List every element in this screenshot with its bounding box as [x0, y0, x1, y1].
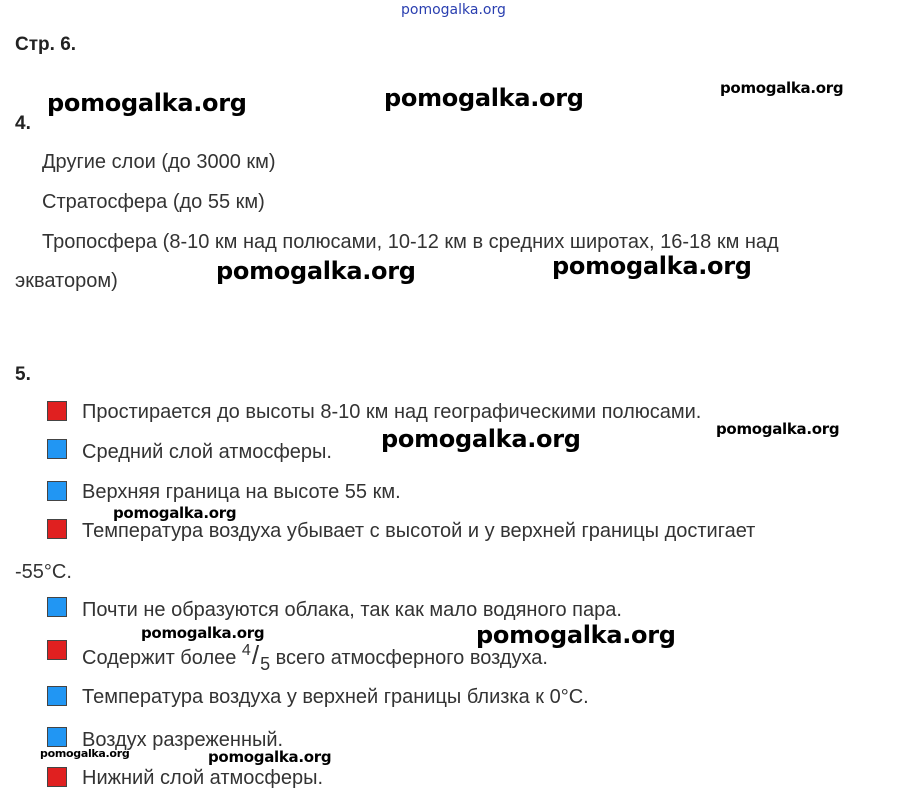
task-5-item: Температура воздуха убывает с высотой и у верхней границы достигает [82, 520, 756, 542]
watermark: pomogalka.org [216, 257, 416, 285]
task-5-item-continuation: -55°С. [15, 561, 72, 583]
task-5-item: Средний слой атмосферы. [82, 441, 332, 463]
task-5-item: Температура воздуха у верхней границы близка к 0°С. [82, 686, 589, 708]
fraction-denominator: 5 [260, 654, 271, 674]
color-marker [47, 519, 67, 539]
color-marker [47, 401, 67, 421]
color-marker [47, 640, 67, 660]
task-5-item: Воздух разреженный. [82, 729, 284, 751]
item-text-after: всего атмосферного воздуха. [270, 647, 548, 669]
watermark: pomogalka.org [716, 420, 840, 438]
watermark: pomogalka.org [720, 79, 844, 97]
task-4-line: Другие слои (до 3000 км) [42, 151, 276, 173]
watermark: pomogalka.org [384, 84, 584, 112]
task-4-line: экватором) [15, 270, 118, 292]
watermark: pomogalka.org [208, 748, 332, 766]
watermark: pomogalka.org [113, 504, 237, 522]
task-4-number: 4. [15, 113, 31, 134]
color-marker [47, 767, 67, 787]
task-5-item: Нижний слой атмосферы. [82, 767, 324, 789]
task-5-number: 5. [15, 364, 31, 385]
task-4-line: Стратосфера (до 55 км) [42, 191, 265, 213]
watermark: pomogalka.org [476, 621, 676, 649]
task-5-item [82, 640, 548, 675]
task-5-item: Верхняя граница на высоте 55 км. [82, 481, 401, 503]
watermark: pomogalka.org [552, 252, 752, 280]
color-marker [47, 439, 67, 459]
color-marker [47, 597, 67, 617]
color-marker [47, 686, 67, 706]
task-5-item: Простирается до высоты 8-10 км над географическими полюсами. [82, 401, 702, 423]
fraction-slash: / [251, 640, 260, 670]
task-5-item: Почти не образуются облака, так как мало водяного пара. [82, 599, 622, 621]
page-label: Стр. 6. [15, 34, 77, 55]
color-marker [47, 481, 67, 501]
watermark: pomogalka.org [40, 747, 130, 760]
task-4-line: Тропосфера (8-10 км над полюсами, 10-12 км в средних широтах, 16-18 км над [42, 231, 779, 253]
item-text-before: Содержит более [82, 647, 242, 669]
watermark: pomogalka.org [381, 425, 581, 453]
watermark-top: pomogalka.org [401, 2, 506, 18]
fraction-numerator: 4 [241, 642, 251, 659]
watermark: pomogalka.org [47, 89, 247, 117]
color-marker [47, 727, 67, 747]
watermark: pomogalka.org [141, 624, 265, 642]
